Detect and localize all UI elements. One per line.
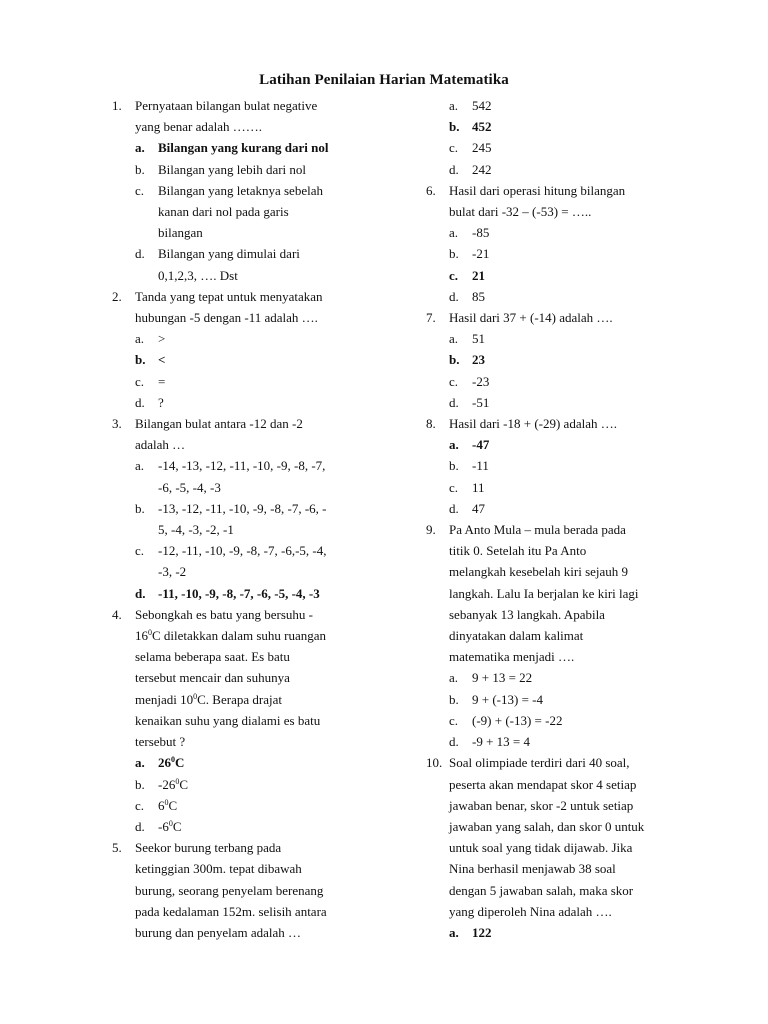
question-7: 7. Hasil dari 37 + (-14) adalah …. <box>426 310 613 326</box>
question-2-option-b: b. < <box>135 352 166 368</box>
question-9-option-b: b. 9 + (-13) = -4 <box>449 691 543 707</box>
question-6-option-c: c. 21 <box>449 267 485 283</box>
question-2-option-d: d. ? <box>135 394 164 410</box>
question-3-option-d: d. -11, -10, -9, -8, -7, -6, -5, -4, -3 <box>135 585 320 601</box>
question-6-option-b: b. -21 <box>449 246 490 262</box>
question-5-option-d: d. 242 <box>449 161 492 177</box>
question-6-option-d: d. 85 <box>449 288 485 304</box>
question-3-option-c: c. -12, -11, -10, -9, -8, -7, -6,-5, -4, <box>135 543 327 559</box>
question-7-option-d: d. -51 <box>449 394 490 410</box>
question-1-option-d: d. Bilangan yang dimulai dari <box>135 246 300 262</box>
left-column: 1. Pernyataan bilangan bulat negative yang benar adalah ……. a. Bilangan yang kurang dari nol b. Bilangan yang lebih dari nol c. Bilangan yang letaknya sebelah kanan dari nol pada garis bilangan d. Bilangan yang dimulai dari 0,1,2,3, …. Dst 2. Tanda yang tepat untuk menyatakan hubungan -5 dengan -11 adalah …. a. > b. < c. = d. ? 3. Bilangan bulat antara -12 dan -2 adalah … a. -14, -13, -12, -11, -10, -9, -8, -7, -6, -5, -4, -3 b. -13, -12, -11, -10, -9, -8, -7, -6, - 5, -4, -3, -2, -1 c. -12, -11, -10, -9, -8, -7, -6,-5, -4, -3, -2 d. -11, -10, -9, -8, -7, -6, -5, -4, -3 4. Sebongkah es batu yang bersuhu - $16^0C$ diletakkan dalam suhu ruangan selama beberapa saat. Es batu tersebut mencair dan suhunya menjadi $10^0C$. Berapa drajat kenaikan suhu yang dialami es batu tersebut ? a. $26^0C$ b. $-26^0C$ c. $6^0C$ d. $-6^0C$ 5. Seekor burung terbang pada ketinggian 300m. tepat dibawah burung, seorang penyelam berenang pada kedalaman 152m. selisih antara burung dan penyelam adalah … <box>112 95 367 943</box>
question-1-option-a: a. Bilangan yang kurang dari nol <box>135 140 329 156</box>
question-3: 3. Bilangan bulat antara -12 dan -2 <box>112 416 303 432</box>
page-title: Latihan Penilaian Harian Matematika <box>259 72 509 88</box>
question-3-option-b: b. -13, -12, -11, -10, -9, -8, -7, -6, - <box>135 500 327 516</box>
question-2-option-a: a. > <box>135 331 166 347</box>
question-7-option-a: a. 51 <box>449 331 485 347</box>
question-2-option-c: c. = <box>135 373 166 389</box>
question-3-option-a: a. -14, -13, -12, -11, -10, -9, -8, -7, <box>135 458 326 474</box>
question-4-option-b: b. $-26^0C$ <box>135 776 189 792</box>
question-10: 10. Soal olimpiade terdiri dari 40 soal, <box>426 755 630 771</box>
question-1: 1. Pernyataan bilangan bulat negative <box>112 98 318 113</box>
question-1-option-b: b. Bilangan yang lebih dari nol <box>135 161 307 177</box>
question-2: 2. Tanda yang tepat untuk menyatakan <box>112 288 323 304</box>
question-9-option-d: d. -9 + 13 = 4 <box>449 734 530 750</box>
question-10-option-a: a. 122 <box>449 924 492 940</box>
question-7-option-b: b. 23 <box>449 352 485 368</box>
question-8: 8. Hasil dari -18 + (-29) adalah …. <box>426 416 617 432</box>
question-8-option-a: a. -47 <box>449 437 490 453</box>
question-6-option-a: a. -85 <box>449 225 490 241</box>
question-4: 4. Sebongkah es batu yang bersuhu - <box>112 606 313 622</box>
right-column: a. 542 b. 452 c. 245 d. 242 6. Hasil dari operasi hitung bilangan bulat dari -32 – (-53) = ….. a. -85 b. -21 c. 21 d. 85 7. Hasil dari 37 + (-14) adalah …. a. 51 b. 23 c. -23 d. -51 8. Hasil dari -18 + (-29) adalah …. a. -47 b. -11 c. 11 d. 47 9. Pa Anto Mula – mula berada pada titik 0. Setelah itu Pa Anto melangkah kesebelah kiri sejauh 9 langkah. Lalu Ia berjalan ke kiri lagi sebanyak 13 langkah. Apabila dinyatakan dalam kalimat matematika menjadi …. a. 9 + 13 = 22 b. 9 + (-13) = -4 c. (-9) + (-13) = -22 d. -9 + 13 = 4 10. Soal olimpiade terdiri dari 40 soal, peserta akan mendapat skor 4 setiap jawaban benar, skor -2 untuk setiap jawaban yang salah, dan skor 0 untuk untuk soal yang tidak dijawab. Jika Nina berhasil menjawab 38 soal dengan 5 jawaban salah, maka skor yang diperoleh Nina adalah …. a. 122 <box>426 95 686 943</box>
question-8-option-d: d. 47 <box>449 500 485 516</box>
question-9: 9. Pa Anto Mula – mula berada pada <box>426 522 626 538</box>
question-4-option-c: c. $6^0C$ <box>135 797 178 813</box>
question-9-option-a: a. 9 + 13 = 22 <box>449 670 533 686</box>
question-4-option-d: d. $-6^0C$ <box>135 818 182 834</box>
question-5: 5. Seekor burung terbang pada <box>112 840 282 856</box>
question-8-option-c: c. 11 <box>449 479 485 495</box>
question-8-option-b: b. -11 <box>449 458 489 474</box>
question-4-option-a: a. $26^0C$ <box>135 755 185 771</box>
question-9-option-c: c. (-9) + (-13) = -22 <box>449 712 563 728</box>
question-5-option-b: b. 452 <box>449 119 492 135</box>
question-5-option-c: c. 245 <box>449 140 492 156</box>
question-7-option-c: c. -23 <box>449 373 490 389</box>
question-1-option-c: c. Bilangan yang letaknya sebelah <box>135 182 323 198</box>
question-5-option-a: a. 542 <box>449 98 492 113</box>
question-6: 6. Hasil dari operasi hitung bilangan <box>426 182 626 198</box>
